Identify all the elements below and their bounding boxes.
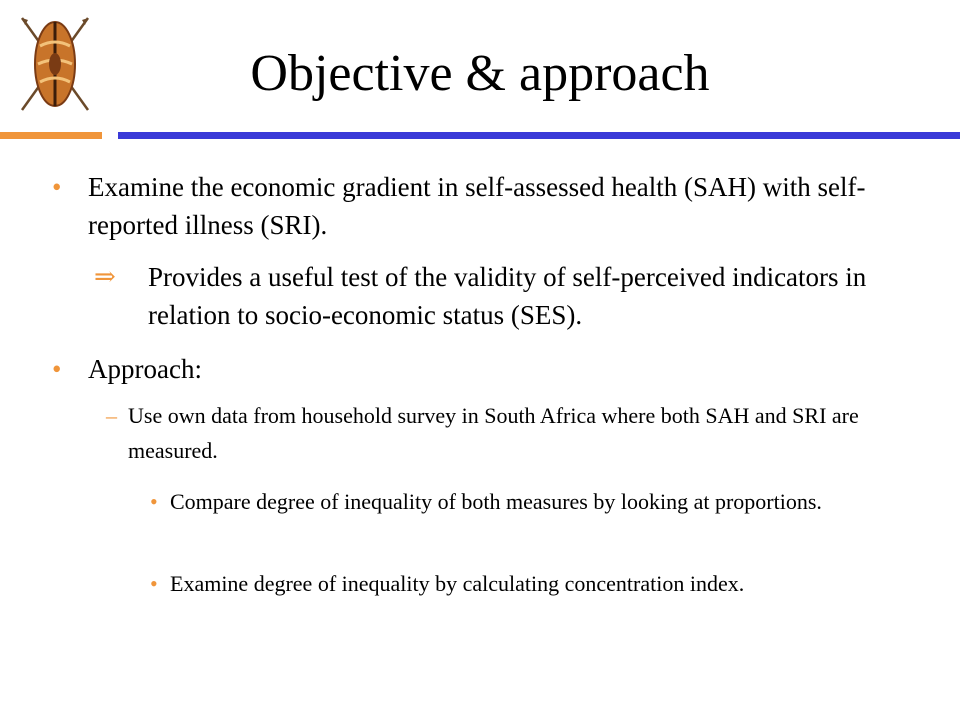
slide-title: Objective & approach xyxy=(250,45,710,102)
title-rule-blue xyxy=(118,132,960,139)
bullet-marker: • xyxy=(52,172,62,202)
subsubbullet-text-concentration: Examine degree of inequality by calculating concentration index. xyxy=(170,571,745,596)
bullet-marker: • xyxy=(150,571,158,596)
subbullet-text-data: Use own data from household survey in South Africa where both SAH and SRI are measured. xyxy=(128,403,859,463)
subsubbullet-text-proportions: Compare degree of inequality of both measures by looking at proportions. xyxy=(170,489,822,514)
bullet-marker: • xyxy=(150,489,158,514)
bullet-marker: • xyxy=(52,354,62,384)
bullet-text-objective: Examine the economic gradient in self-assessed health (SAH) with self-reported illness (SRI). xyxy=(88,172,866,240)
bullet-text-approach: Approach: xyxy=(88,354,202,384)
implies-arrow-icon: ⇒ xyxy=(94,262,116,291)
bullet-text-validity: Provides a useful test of the validity of self-perceived indicators in relation to socio-economic status (SES). xyxy=(148,262,867,330)
dash-marker: – xyxy=(106,403,117,428)
title-rule-orange xyxy=(0,132,102,139)
